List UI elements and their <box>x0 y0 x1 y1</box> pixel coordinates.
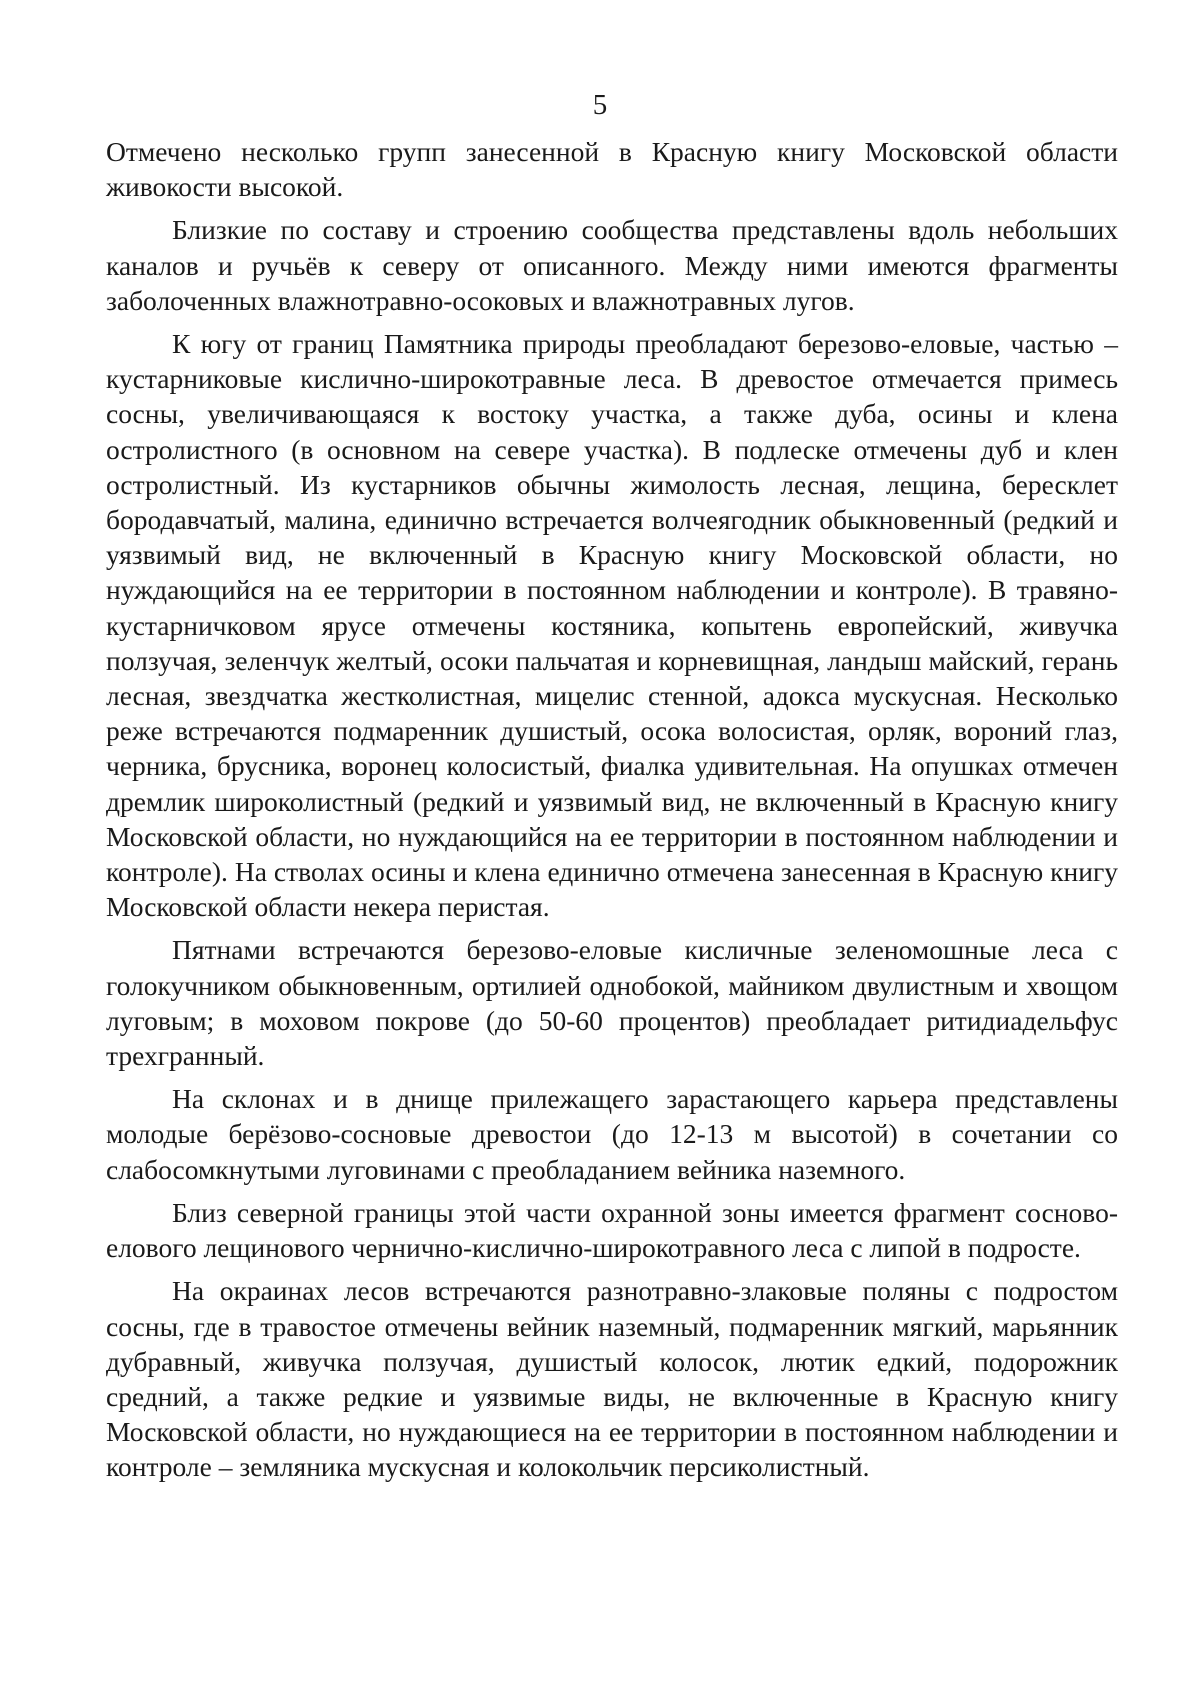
paragraph-3: К югу от границ Памятника природы преобладают березово-еловые, частью – кустарниковые кислично-широкотравные леса. В древостое отмечается примесь сосны, увеличивающаяся к востоку участка, а также дуба, осины и клена остролистного (в основном на севере участка). В подлеске отмечены дуб и клен остролистный. Из кустарников обычны жимолость лесная, лещина, бересклет бородавчатый, малина, единично встречается волчеягодник обыкновенный (редкий и уязвимый вид, не включенный в Красную книгу Московской области, но нуждающийся на ее территории в постоянном наблюдении и контроле). В травяно-кустарничковом ярусе отмечены костяника, копытень европейский, живучка ползучая, зеленчук желтый, осоки пальчатая и корневищная, ландыш майский, герань лесная, звездчатка жестколистная, мицелис стенной, адокса мускусная. Несколько реже встречаются подмаренник душистый, осока волосистая, орляк, вороний глаз, черника, брусника, воронец колосистый, фиалка удивительная. На опушках отмечен дремлик широколистный (редкий и уязвимый вид, не включенный в Красную книгу Московской области, но нуждающийся на ее территории в постоянном наблюдении и контроле). На стволах осины и клена единично отмечена занесенная в Красную книгу Московской области некера перистая. <box>106 328 1118 923</box>
page-number: 5 <box>592 89 608 121</box>
paragraph-5: На склонах и в днище прилежащего зарастающего карьера представлены молодые берёзово-сосновые древостои (до 12-13 м высотой) в сочетании со слабосомкнутыми луговинами с преобладанием вейника наземного. <box>106 1083 1118 1185</box>
paragraph-1: Отмечено несколько групп занесенной в Красную книгу Московской области живокости высокой. <box>106 136 1118 203</box>
paragraph-4: Пятнами встречаются березово-еловые кисличные зеленомошные леса с голокучником обыкновенным, ортилией однобокой, майником двулистным и хвощом луговым; в моховом покрове (до 50-60 процентов) преобладает ритидиадельфус трехгранный. <box>106 934 1118 1072</box>
document-body <box>106 134 1118 1485</box>
paragraph-6: Близ северной границы этой части охранной зоны имеется фрагмент сосново-елового лещинового чернично-кислично-широкотравного леса с липой в подросте. <box>106 1196 1118 1264</box>
paragraph-2: Близкие по составу и строению сообщества представлены вдоль небольших каналов и ручьёв к северу от описанного. Между ними имеются фрагменты заболоченных влажнотравно-осоковых и влажнотравных лугов. <box>106 214 1118 316</box>
paragraph-7: На окраинах лесов встречаются разнотравно-злаковые поляны с подростом сосны, где в травостое отмечены вейник наземный, подмаренник мягкий, марьянник дубравный, живучка ползучая, душистый колосок, лютик едкий, подорожник средний, а также редкие и уязвимые виды, не включенные в Красную книгу Московской области, но нуждающиеся на ее территории в постоянном наблюдении и контроле – земляника мускусная и колокольчик персиколистный. <box>106 1275 1118 1483</box>
